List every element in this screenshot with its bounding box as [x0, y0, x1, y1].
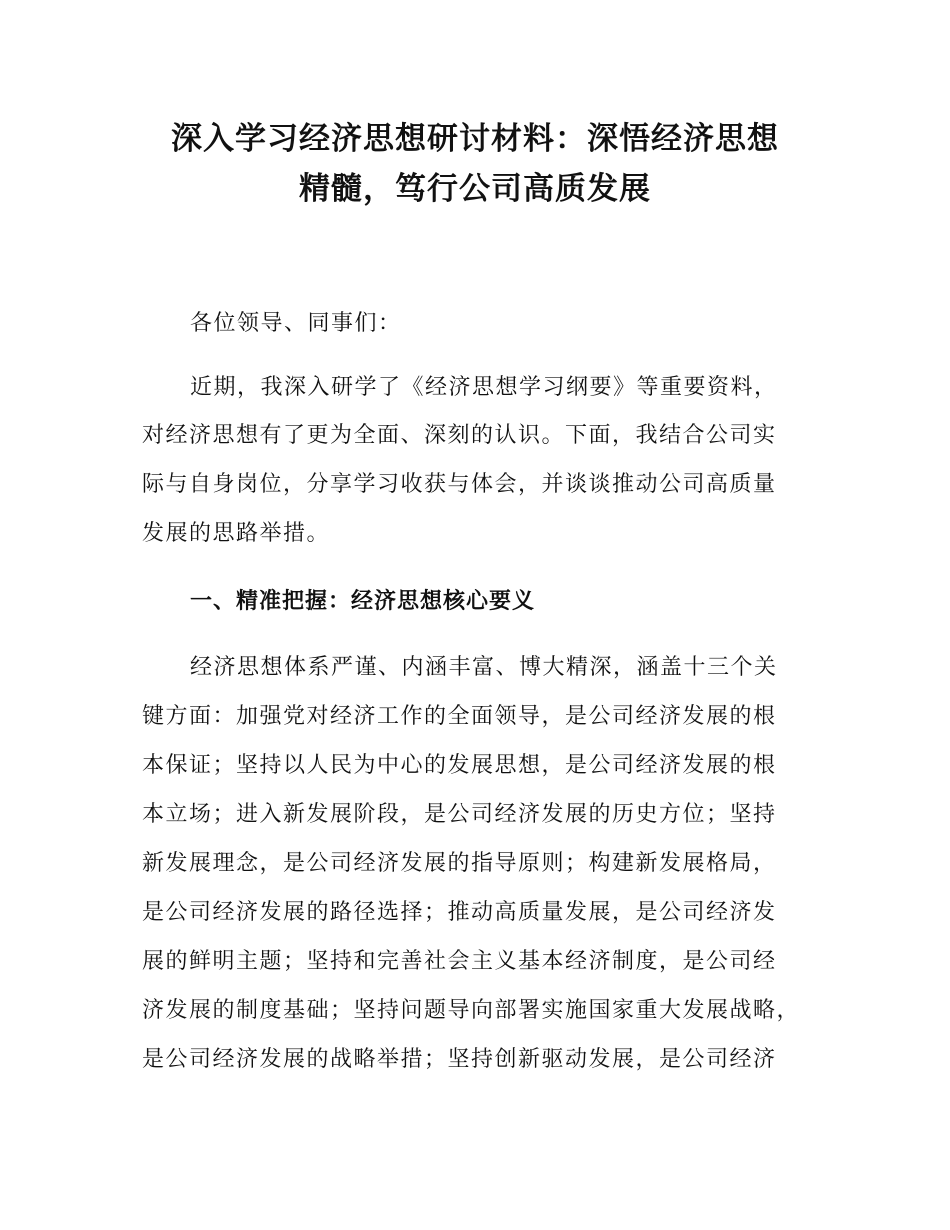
section-1-line: 是公司经济发展的路径选择；推动高质量发展，是公司经济发 [142, 900, 777, 925]
section-1-heading: 一、精准把握：经济思想核心要义 [190, 589, 536, 614]
intro-line: 发展的思路举措。 [142, 521, 331, 546]
section-1-line: 新发展理念，是公司经济发展的指导原则；构建新发展格局， [142, 851, 777, 876]
section-1-line: 本保证；坚持以人民为中心的发展思想，是公司经济发展的根 [142, 753, 777, 778]
intro-line: 近期，我深入研学了《经济思想学习纲要》等重要资料， [190, 375, 778, 400]
salutation: 各位领导、同事们： [190, 311, 402, 336]
section-1-line: 经济思想体系严谨、内涵丰富、博大精深，涵盖十三个关 [190, 655, 778, 680]
intro-line: 际与自身岗位，分享学习收获与体会，并谈谈推动公司高质量 [142, 472, 777, 497]
section-1-line: 济发展的制度基础；坚持问题导向部署实施国家重大发展战略， [142, 998, 801, 1023]
document-title-line-1: 深入学习经济思想研讨材料：深悟经济思想 [171, 121, 779, 157]
section-1-line: 是公司经济发展的战略举措；坚持创新驱动发展，是公司经济 [142, 1047, 777, 1072]
document-title-line-2: 精髓，笃行公司高质发展 [299, 171, 651, 207]
section-1-line: 键方面：加强党对经济工作的全面领导，是公司经济发展的根 [142, 704, 777, 729]
section-1-line: 本立场；进入新发展阶段，是公司经济发展的历史方位；坚持 [142, 802, 777, 827]
intro-line: 对经济思想有了更为全面、深刻的认识。下面，我结合公司实 [142, 423, 777, 448]
section-1-line: 展的鲜明主题；坚持和完善社会主义基本经济制度，是公司经 [142, 949, 777, 974]
